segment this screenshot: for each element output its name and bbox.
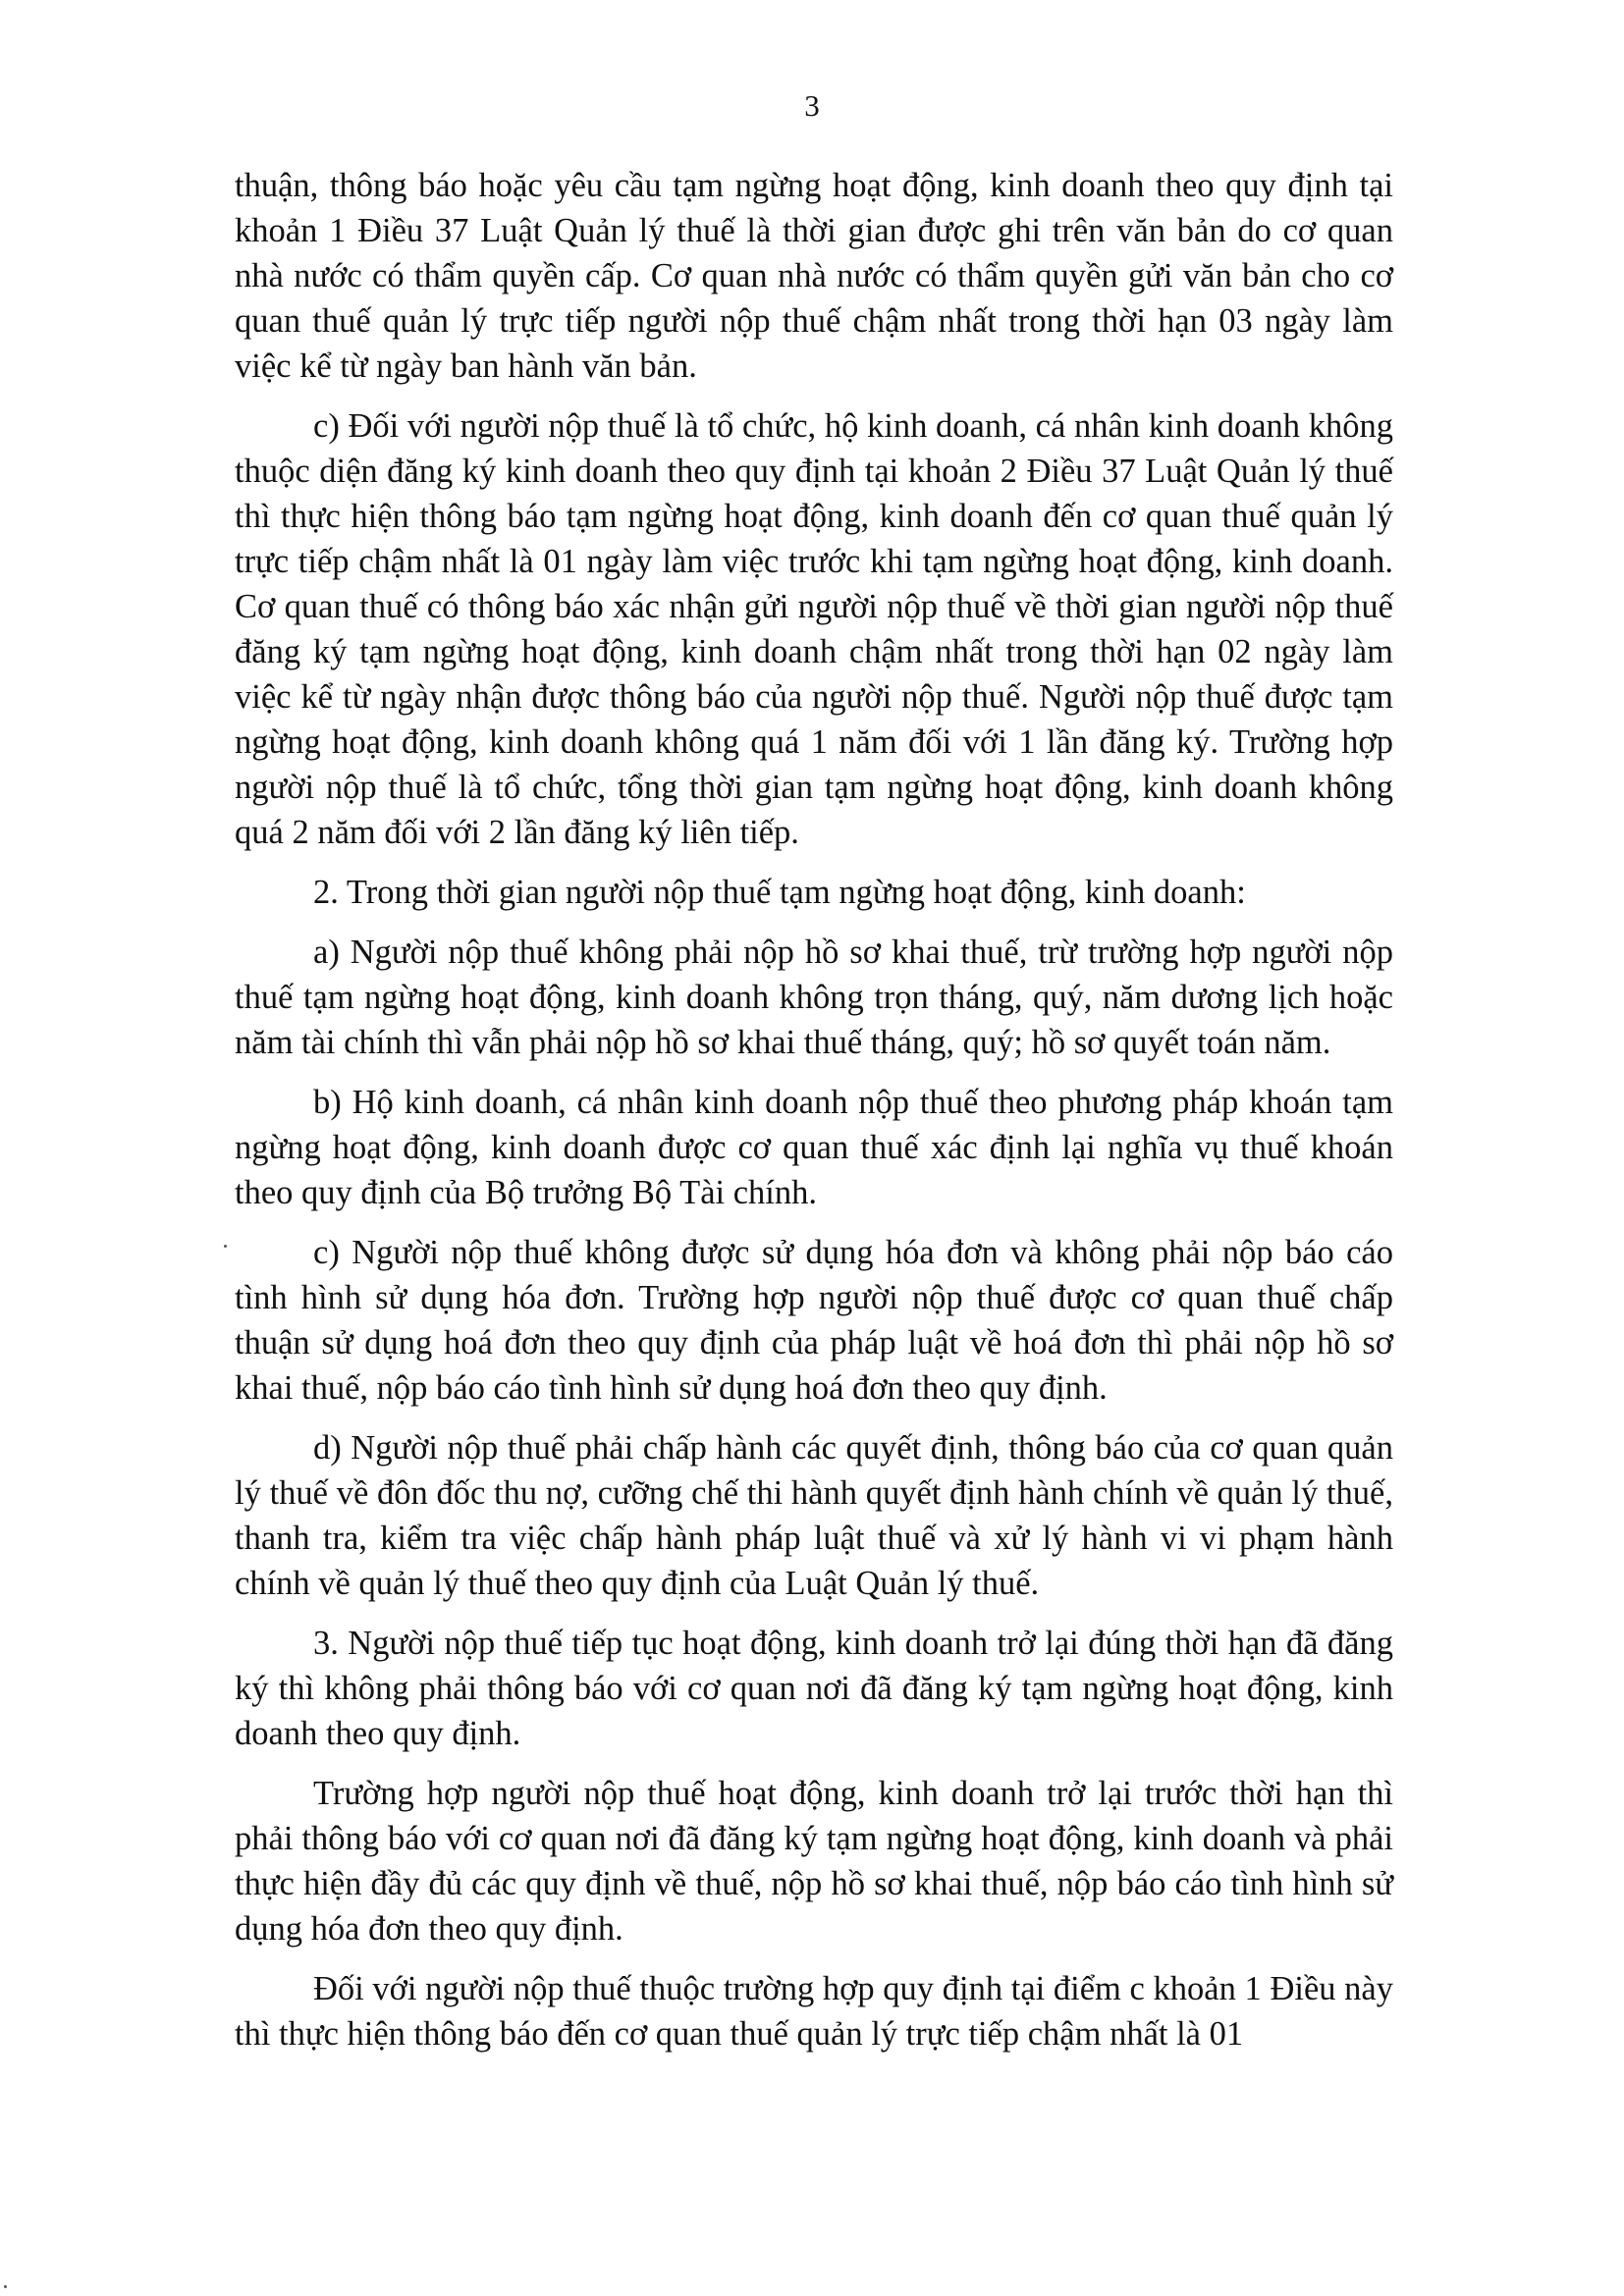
scan-speck — [4, 2285, 7, 2288]
paragraph-section-3: 3. Người nộp thuế tiếp tục hoạt động, kinh doanh trở lại đúng thời hạn đã đăng ký thì không phải thông báo với cơ quan nơi đã đăng ký tạm ngừng hoạt động, kinh doanh theo quy định. — [235, 1625, 1393, 1752]
paragraph-item-2b: b) Hộ kinh doanh, cá nhân kinh doanh nộp thuế theo phương pháp khoán tạm ngừng hoạt động, kinh doanh được cơ quan thuế xác định lại nghĩa vụ thuế khoán theo quy định của Bộ trưởng Bộ Tài chính. — [235, 1084, 1393, 1211]
paragraph-item-1c: c) Đối với người nộp thuế là tổ chức, hộ kinh doanh, cá nhân kinh doanh không thuộc diện đăng ký kinh doanh theo quy định tại khoản 2 Điều 37 Luật Quản lý thuế thì thực hiện thông báo tạm ngừng hoạt động, kinh doanh đến cơ quan thuế quản lý trực tiếp chậm nhất là 01 ngày làm việc trước khi tạm ngừng hoạt động, kinh doanh. Cơ quan thuế có thông báo xác nhận gửi người nộp thuế về thời gian người nộp thuế đăng ký tạm ngừng hoạt động, kinh doanh chậm nhất trong thời hạn 02 ngày làm việc kể từ ngày nhận được thông báo của người nộp thuế. Người nộp thuế được tạm ngừng hoạt động, kinh doanh không quá 1 năm đối với 1 lần đăng ký. Trường hợp người nộp thuế là tổ chức, tổng thời gian tạm ngừng hoạt động, kinh doanh không quá 2 năm đối với 2 lần đăng ký liên tiếp. — [235, 407, 1393, 851]
paragraph-continuation: thuận, thông báo hoặc yêu cầu tạm ngừng hoạt động, kinh doanh theo quy định tại khoản 1 Điều 37 Luật Quản lý thuế là thời gian được ghi trên văn bản do cơ quan nhà nước có thẩm quyền cấp. Cơ quan nhà nước có thẩm quyền gửi văn bản cho cơ quan thuế quản lý trực tiếp người nộp thuế chậm nhất trong thời hạn 03 ngày làm việc kể từ ngày ban hành văn bản. — [235, 167, 1393, 385]
document-body — [235, 163, 1393, 2071]
paragraph-section-2: 2. Trong thời gian người nộp thuế tạm ngừng hoạt động, kinh doanh: — [313, 874, 1246, 911]
paragraph-item-2a: a) Người nộp thuế không phải nộp hồ sơ khai thuế, trừ trường hợp người nộp thuế tạm ngừng hoạt động, kinh doanh không trọn tháng, quý, năm dương lịch hoặc năm tài chính thì vẫn phải nộp hồ sơ khai thuế tháng, quý; hồ sơ quyết toán năm. — [235, 934, 1393, 1061]
paragraph-item-2c: c) Người nộp thuế không được sử dụng hóa đơn và không phải nộp báo cáo tình hình sử dụng hóa đơn. Trường hợp người nộp thuế được cơ quan thuế chấp thuận sử dụng hoá đơn theo quy định của pháp luật về hoá đơn thì phải nộp hồ sơ khai thuế, nộp báo cáo tình hình sử dụng hoá đơn theo quy định. — [235, 1234, 1393, 1407]
paragraph-section-3-early-return: Trường hợp người nộp thuế hoạt động, kinh doanh trở lại trước thời hạn thì phải thông báo với cơ quan nơi đã đăng ký tạm ngừng hoạt động, kinh doanh và phải thực hiện đầy đủ các quy định về thuế, nộp hồ sơ khai thuế, nộp báo cáo tình hình sử dụng hóa đơn theo quy định. — [235, 1775, 1393, 1948]
paragraph-item-2d: d) Người nộp thuế phải chấp hành các quyết định, thông báo của cơ quan quản lý thuế về đôn đốc thu nợ, cưỡng chế thi hành quyết định hành chính về quản lý thuế, thanh tra, kiểm tra việc chấp hành pháp luật thuế và xử lý hành vi vi phạm hành chính về quản lý thuế theo quy định của Luật Quản lý thuế. — [235, 1429, 1393, 1602]
page-number: 3 — [804, 88, 820, 123]
paragraph-section-3-notice: Đối với người nộp thuế thuộc trường hợp quy định tại điểm c khoản 1 Điều này thì thực hiện thông báo đến cơ quan thuế quản lý trực tiếp chậm nhất là 01 — [235, 1970, 1393, 2053]
scan-speck — [224, 1245, 227, 1248]
